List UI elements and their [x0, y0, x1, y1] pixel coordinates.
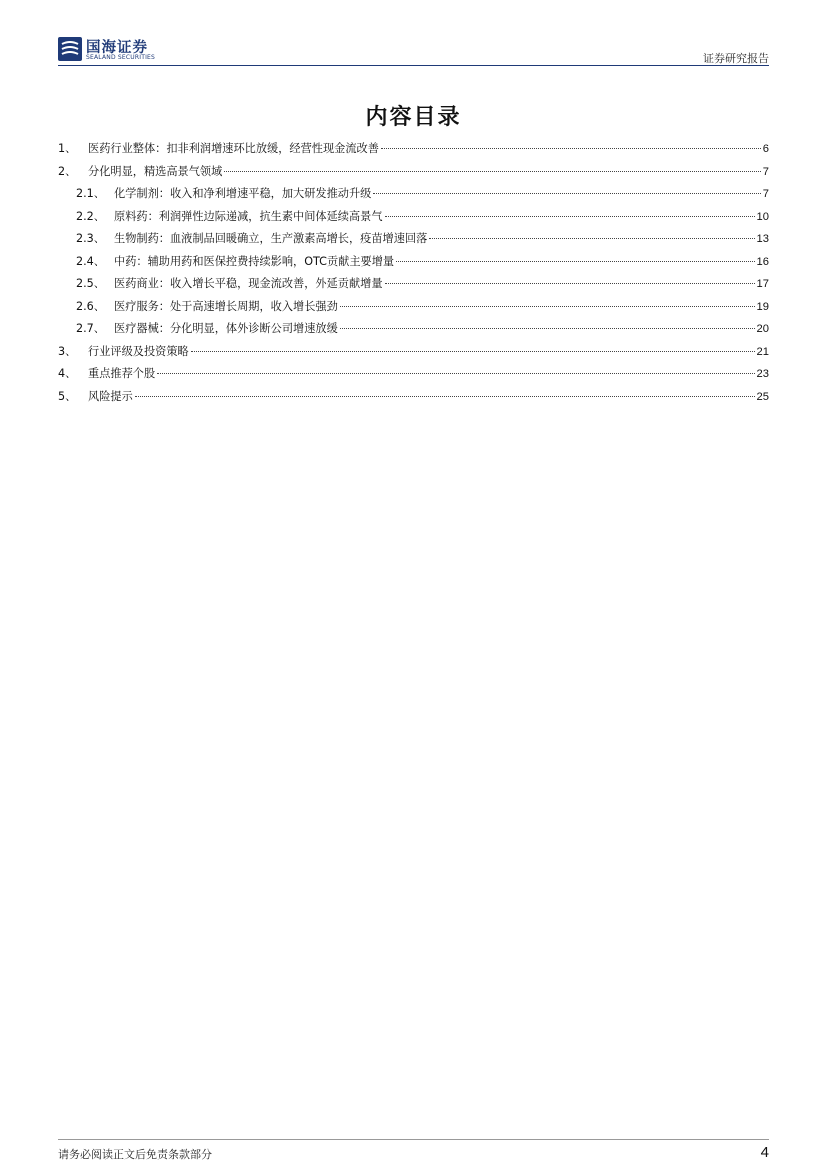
- toc-leader-dots: [135, 396, 755, 397]
- toc-entry-page: 10: [756, 210, 769, 223]
- toc-entry-page: 25: [756, 390, 769, 403]
- toc-entry-page: 21: [756, 345, 769, 358]
- sealand-logo-icon: [58, 37, 82, 61]
- page-header: [58, 36, 769, 64]
- toc-entry-title: 分化明显，精选高景气领域: [88, 164, 223, 178]
- toc-leader-dots: [191, 351, 755, 352]
- toc-entry-title: 医药商业：收入增长平稳，现金流改善，外延贡献增量: [114, 277, 383, 290]
- toc-leader-dots: [340, 306, 755, 307]
- toc-leader-dots: [429, 238, 754, 239]
- toc-entry-title: 风险提示: [88, 389, 133, 403]
- toc-entry-title: 中药：辅助用药和医保控费持续影响，OTC贡献主要增量: [114, 254, 395, 268]
- toc-leader-dots: [373, 193, 760, 194]
- toc-entry-number: 2.7、: [76, 322, 105, 335]
- toc-entry-number: 2.4、: [76, 254, 105, 268]
- toc-entry-page: 16: [756, 255, 769, 268]
- toc-entry-title: 医疗服务：处于高速增长周期，收入增长强劲: [114, 299, 338, 313]
- toc-leader-dots: [385, 283, 755, 284]
- logo-chinese-name: 国海证券: [86, 40, 148, 56]
- toc-entry-number: 2.6、: [76, 299, 105, 313]
- toc-entry-page: 6: [762, 143, 769, 155]
- disclaimer-text: 请务必阅读正文后免责条款部分: [58, 1148, 212, 1161]
- toc-entry-page: 20: [756, 323, 769, 335]
- toc-entry-title: 行业评级及投资策略: [88, 344, 189, 358]
- toc-entry-title: 医药行业整体：扣非利润增速环比放缓，经营性现金流改善: [88, 142, 379, 155]
- toc-entry-title: 重点推荐个股: [88, 367, 156, 380]
- logo-english-name: SEALAND SECURITIES: [86, 54, 156, 61]
- table-of-contents: [58, 140, 769, 410]
- header-divider: [58, 65, 769, 66]
- toc-subentry[interactable]: [58, 298, 769, 321]
- toc-leader-dots: [396, 261, 754, 262]
- company-logo: [58, 36, 218, 64]
- page-number: 4: [760, 1144, 769, 1161]
- toc-title: 内容目录: [365, 105, 462, 130]
- toc-entry-number: 2.1、: [76, 187, 105, 200]
- toc-entry-page: 7: [762, 165, 769, 178]
- toc-entry[interactable]: [58, 365, 769, 388]
- toc-leader-dots: [224, 171, 761, 172]
- toc-entry-page: 19: [756, 300, 769, 313]
- toc-subentry[interactable]: [58, 253, 769, 276]
- toc-entry-number: 5、: [58, 389, 77, 403]
- toc-leader-dots: [385, 216, 755, 217]
- toc-subentry[interactable]: [58, 208, 769, 231]
- toc-entry[interactable]: [58, 343, 769, 366]
- toc-leader-dots: [340, 328, 755, 329]
- toc-entry-title: 原料药：利润弹性边际递减，抗生素中间体延续高景气: [114, 209, 383, 223]
- toc-subentry[interactable]: [58, 230, 769, 253]
- toc-entry-page: 7: [762, 188, 769, 200]
- toc-entry-number: 1、: [58, 142, 77, 155]
- toc-entry[interactable]: [58, 163, 769, 186]
- toc-subentry[interactable]: [58, 320, 769, 343]
- footer-divider: [58, 1139, 769, 1140]
- toc-entry[interactable]: [58, 388, 769, 411]
- toc-entry-number: 2、: [58, 164, 77, 178]
- toc-entry-page: 17: [756, 278, 769, 290]
- toc-entry-title: 生物制药：血液制品回暖确立，生产激素高增长，疫苗增速回落: [114, 232, 428, 245]
- toc-leader-dots: [157, 373, 754, 374]
- toc-entry-title: 化学制剂：收入和净利增速平稳，加大研发推动升级: [114, 187, 372, 200]
- toc-entry-number: 2.5、: [76, 277, 105, 290]
- toc-entry-number: 4、: [58, 367, 77, 380]
- toc-entry-page: 23: [756, 368, 769, 380]
- toc-entry-number: 2.3、: [76, 232, 105, 245]
- toc-leader-dots: [381, 148, 761, 149]
- toc-entry-number: 3、: [58, 344, 77, 358]
- toc-entry-page: 13: [756, 233, 769, 245]
- toc-subentry[interactable]: [58, 275, 769, 298]
- toc-entry-number: 2.2、: [76, 209, 105, 223]
- toc-entry[interactable]: [58, 140, 769, 163]
- report-type-label: 证券研究报告: [703, 52, 769, 65]
- toc-subentry[interactable]: [58, 185, 769, 208]
- toc-entry-title: 医疗器械：分化明显，体外诊断公司增速放缓: [114, 322, 338, 335]
